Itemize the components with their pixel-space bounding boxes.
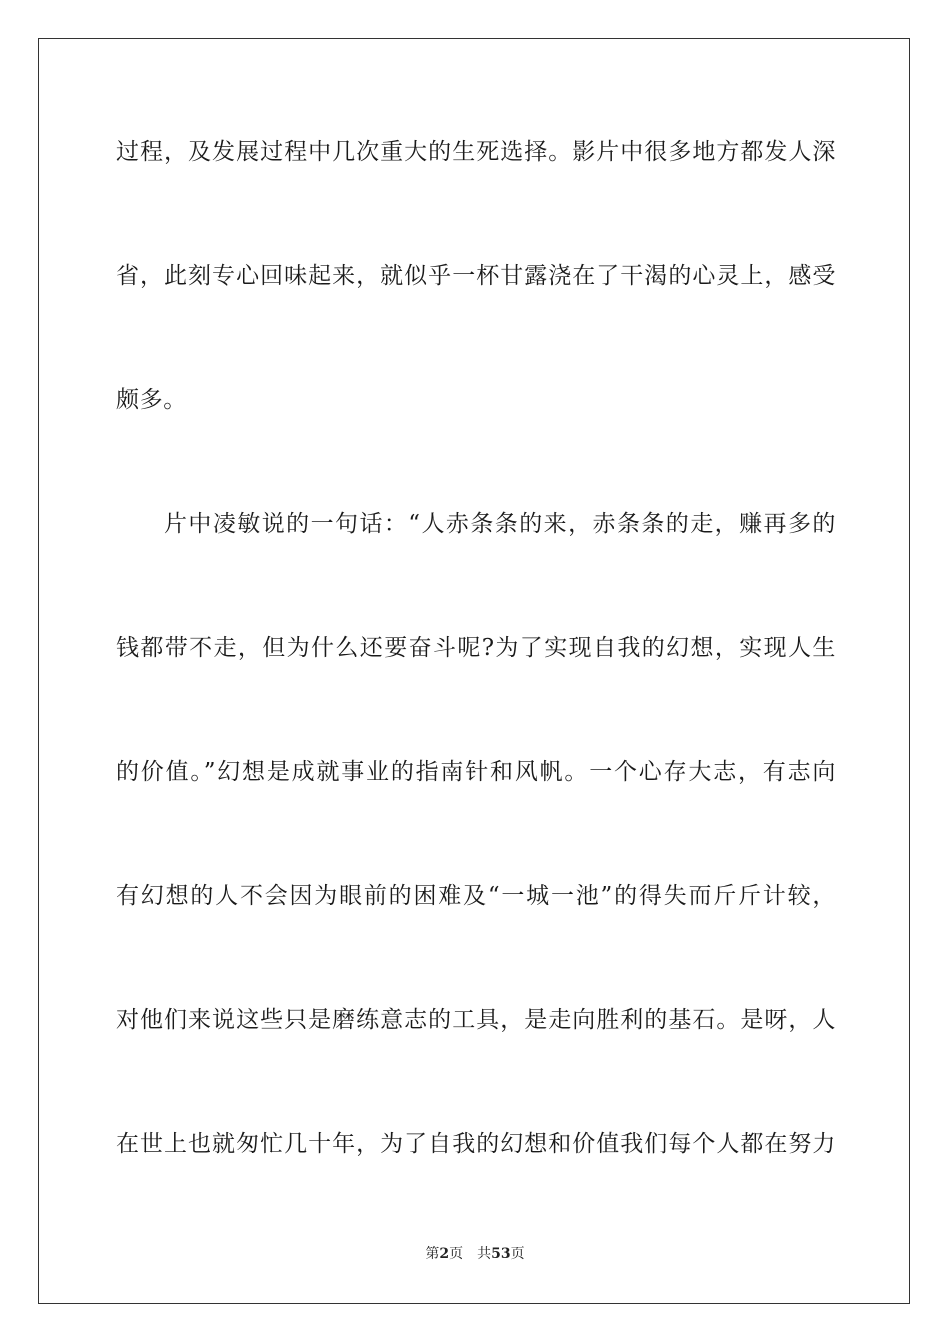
text-line-5: 钱都带不走，但为什么还要奋斗呢?为了实现自我的幻想，实现人生 [116, 635, 836, 661]
text-line-6: 的价值。”幻想是成就事业的指南针和风帆。一个心存大志，有志向 [116, 759, 836, 785]
page-prefix: 第 [425, 1246, 440, 1262]
total-prefix: 共 [477, 1246, 492, 1262]
text-line-8: 对他们来说这些只是磨练意志的工具，是走向胜利的基石。是呀，人 [116, 1007, 836, 1033]
total-pages: 53 [491, 1246, 511, 1262]
page-footer [0, 1244, 950, 1264]
text-line-7: 有幻想的人不会因为眼前的困难及“一城一池”的得失而斤斤计较， [116, 883, 836, 909]
total-suffix: 页 [510, 1246, 525, 1262]
text-line-9: 在世上也就匆忙几十年，为了自我的幻想和价值我们每个人都在努力 [116, 1131, 836, 1157]
page-suffix: 页 [449, 1246, 464, 1262]
text-line-1: 过程，及发展过程中几次重大的生死选择。影片中很多地方都发人深 [116, 139, 836, 165]
text-line-2: 省，此刻专心回味起来，就似乎一杯甘露浇在了干渴的心灵上，感受 [116, 263, 836, 289]
page-number: 2 [439, 1246, 450, 1262]
page-border [38, 38, 910, 1304]
text-line-3: 颇多。 [116, 387, 187, 413]
text-line-4: 片中凌敏说的一句话：“人赤条条的来，赤条条的走，赚再多的 [164, 511, 836, 537]
